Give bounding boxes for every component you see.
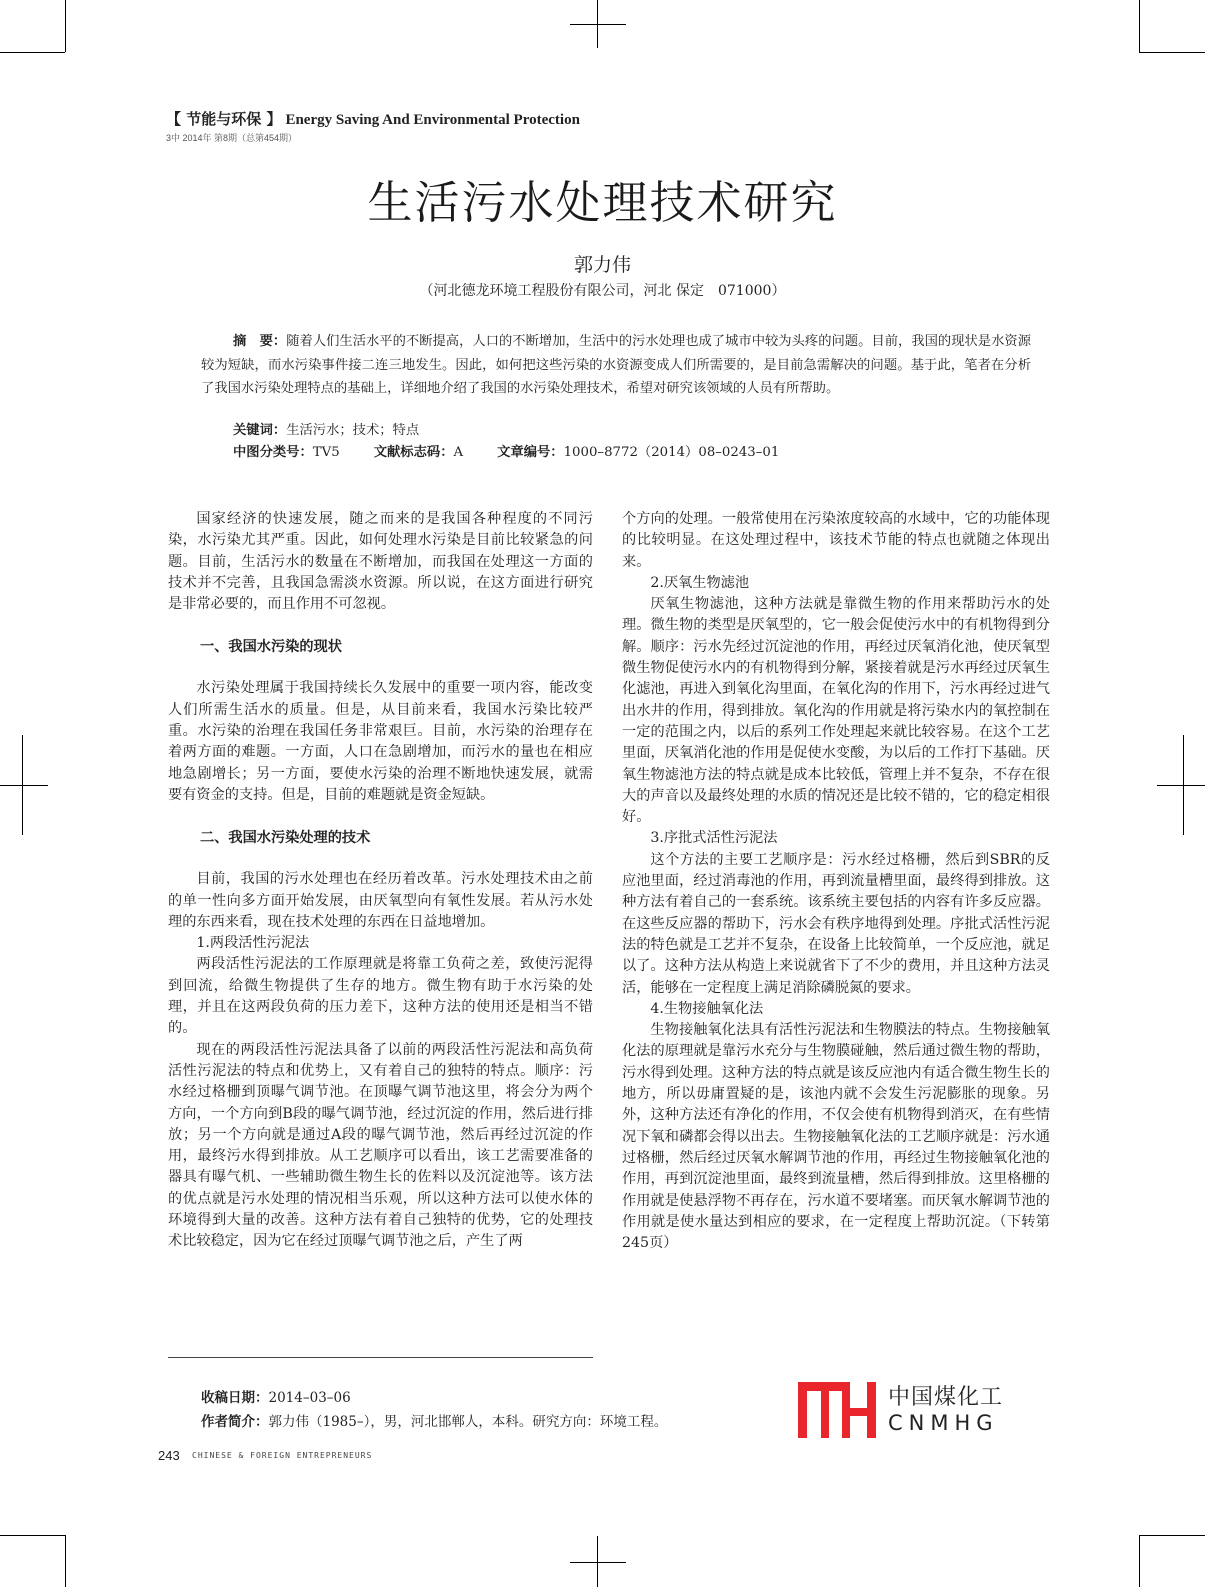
registration-mark: [570, 24, 626, 25]
article-title: 生活污水处理技术研究: [367, 176, 838, 229]
crop-mark: [65, 0, 66, 52]
registration-mark: [1157, 785, 1205, 786]
body-paragraph: 现在的两段活性污泥法具备了以前的两段活性污泥法和高负荷活性污泥法的特点和优势上，又有着自己的独特的特点。顺序：污水经过格栅到顶曝气调节池。在顶曝气调节池这里，将会分为两个方向，一个方向到B段的曝气调节池，经过沉淀的作用，然后进行排放；另一个方向就是通过A段的曝气调节池，然后再经过沉淀的作用，最终污水得到排放。从工艺顺序可以看出，该工艺需要准备的器具有曝气机、一些辅助微生物生长的佐料以及沉淀池等。该方法的优点就是污水处理的情况相当乐观，所以这种方法可以使水体的环境得到大量的改善。这种方法有着自己独特的优势，它的处理技术比较稳定，因为它在经过顶曝气调节池之后，产生了两: [168, 1041, 593, 1250]
author-name: 郭力伟: [573, 254, 631, 276]
subsection-heading: 1.两段活性污泥法: [196, 935, 310, 952]
crop-mark: [1139, 0, 1140, 52]
journal-name: CHINESE & FOREIGN ENTREPRENEURS: [192, 1451, 373, 1460]
author-bio: [201, 1410, 667, 1430]
doc-code-value: A: [453, 445, 464, 460]
logo-text-en: CNMHG: [888, 1411, 999, 1435]
body-column-left: [168, 509, 593, 1253]
section-tag: [166, 108, 580, 129]
subsection-heading: 2.厌氧生物滤池: [650, 574, 750, 591]
section-tag-en: Energy Saving And Environmental Protection: [285, 112, 580, 128]
section-1-paragraph: 水污染处理属于我国持续长久发展中的重要一项内容，能改变人们所需生活水的质量。但是，从目前来看，我国水污染比较严重。水污染的治理在我国任务非常艰巨。目前，水污染的治理存在着两方面的难题。一方面，人口在急剧增加，而污水的量也在相应地急剧增长；另一方面，要使水污染的治理不断地快速发展，就需要有资金的支持。但是，目前的难题就是资金短缺。: [168, 680, 593, 803]
received-date: [201, 1386, 351, 1406]
body-paragraph: 厌氧生物滤池，这种方法就是靠微生物的作用来帮助污水的处理。微生物的类型是厌氧型的，它一般会促使污水中的有机物得到分解。顺序：污水先经过沉淀池的作用，再经过厌氧消化池，使厌氧型微生物促使污水内的有机物得到分解，紧接着就是污水再经过厌氧生化滤池，再进入到氧化沟里面，在氧化沟的作用下，污水再经过进气出水井的作用，得到排放。氧化沟的作用就是将污染水内的氧控制在一定的范围之内，以后的系列工作处理起来就比较容易。在这个工艺里面，厌氧消化池的作用是促使水变酸，为以后的工作打下基础。厌氧生物滤池方法的特点就是成本比较低，管理上并不复杂，不存在很大的声音以及最终处理的水质的情况还是比较不错的，它的稳定相很好。: [622, 596, 1050, 826]
abstract-text: 随着人们生活水平的不断提高，人口的不断增加，生活中的污水处理也成了城市中较为头疼的问题。目前，我国的现状是水资源较为短缺，而水污染事件接二连三地发生。因此，如何把这些污染的水资源变成人们所需要的，是目前急需解决的问题。基于此，笔者在分析了我国水污染处理特点的基础上，详细地介绍了我国的水污染处理技术，希望对研究该领域的人员有所帮助。: [201, 334, 1031, 396]
section-heading-1: 一、我国水污染的现状: [200, 639, 342, 656]
body-paragraph-continued: 个方向的处理。一般常使用在污染浓度较高的水域中，它的功能体现的比较明显。在这处理过程中，该技术节能的特点也就随之体现出来。: [622, 511, 1050, 570]
received-value: 2014–03–06: [268, 1390, 351, 1406]
footnote-rule: [168, 1357, 593, 1358]
logo-text-cn: 中国煤化工: [888, 1385, 1004, 1410]
bio-label: 作者简介：: [201, 1414, 269, 1430]
classification-line: [233, 442, 779, 464]
article-no-label: 文章编号：: [497, 445, 564, 460]
doc-code-label: 文献标志码：: [373, 445, 454, 460]
subsection-heading: 4.生物接触氧化法: [650, 1000, 764, 1017]
crop-mark: [0, 1535, 65, 1536]
section-heading-2: 二、我国水污染处理的技术: [200, 830, 371, 847]
registration-mark: [570, 1562, 626, 1563]
body-paragraph: 生物接触氧化法具有活性污泥法和生物膜法的特点。生物接触氧化法的原理就是靠污水充分与生物膜碰触，然后通过微生物的帮助，污水得到处理。这种方法的特点就是该反应池内有适合微生物生长的地方，所以毋庸置疑的是，该池内就不会发生污泥膨胀的现象。另外，这种方法还有净化的作用，不仅会使有机物得到消灭，在有些情况下氧和磷都会得以出去。生物接触氧化法的工艺顺序就是：污水通过格栅，然后经过厌氧水解调节池的作用，再经过生物接触氧化池的作用，再到沉淀池里面，最终到流量槽，然后得到排放。这里格栅的作用就是使悬浮物不再存在，污水道不要堵塞。而厌氧水解调节池的作用就是使水量达到相应的要求，在一定程度上帮助沉淀。（下转第245页）: [622, 1022, 1050, 1252]
body-paragraph: 两段活性污泥法的工作原理就是将靠工负荷之差，致使污泥得到回流，给微生物提供了生存的地方。微生物有助于水污染的处理，并且在这两段负荷的压力差下，这种方法的使用还是相当不错的。: [168, 956, 593, 1037]
clc-label: 中图分类号：: [233, 445, 313, 460]
section-2-paragraph: 目前，我国的污水处理也在经历着改革。污水处理技术由之前的单一性向多方面开始发展，由厌氧型向有氧性发展。若从污水处理的东西来看，现在技术处理的东西在日益地增加。: [168, 871, 593, 930]
section-tag-cn: 【 节能与环保 】: [166, 110, 282, 128]
received-label: 收稿日期：: [201, 1390, 269, 1406]
intro-paragraph: 国家经济的快速发展，随之而来的是我国各种程度的不同污染，水污染尤其严重。因此，如何处理水污染是目前比较紧急的问题。目前，生活污水的数量在不断增加，而我国在处理这一方面的技术并不完善，且我国急需淡水资源。所以说，在这方面进行研究是非常必要的，而且作用不可忽视。: [168, 511, 593, 613]
subsection-heading: 3.序批式活性污泥法: [650, 830, 778, 847]
keywords: [233, 420, 419, 442]
registration-mark: [0, 785, 48, 786]
keywords-label: 关键词：: [233, 423, 287, 438]
crop-mark: [1139, 1535, 1140, 1587]
crop-mark: [1139, 1535, 1205, 1536]
bio-text: 郭力伟（1985–），男，河北邯郸人，本科。研究方向：环境工程。: [268, 1414, 668, 1430]
issue-info: 3中 2014年 第8期（总第454期）: [166, 133, 298, 143]
crop-mark: [65, 1535, 66, 1587]
crop-mark: [1139, 52, 1205, 53]
clc-value: TV5: [312, 445, 340, 460]
abstract: [201, 330, 1031, 401]
keywords-text: 生活污水；技术；特点: [286, 423, 420, 438]
body-column-right: [622, 509, 1050, 1254]
abstract-label: 摘 要：: [233, 334, 287, 349]
author-affiliation: （河北德龙环境工程股份有限公司，河北 保定 071000）: [419, 283, 786, 299]
crop-mark: [0, 52, 65, 53]
article-no-value: 1000–8772（2014）08–0243–01: [563, 445, 780, 460]
body-paragraph: 这个方法的主要工艺顺序是：污水经过格栅，然后到SBR的反应池里面，经过消毒池的作用，再到流量槽里面，最终得到排放。这种方法有着自己的一套系统。该系统主要包括的内容有许多反应器。在这些反应器的帮助下，污水会有秩序地得到处理。序批式活性污泥法的特色就是工艺并不复杂，在设备上比较简单，一个反应池，就足以了。这种方法从构造上来说就省下了不少的费用，并且这种方法灵活，能够在一定程度上满足消除磷脱氮的要求。: [622, 851, 1050, 996]
page-number: 243: [158, 1448, 180, 1463]
